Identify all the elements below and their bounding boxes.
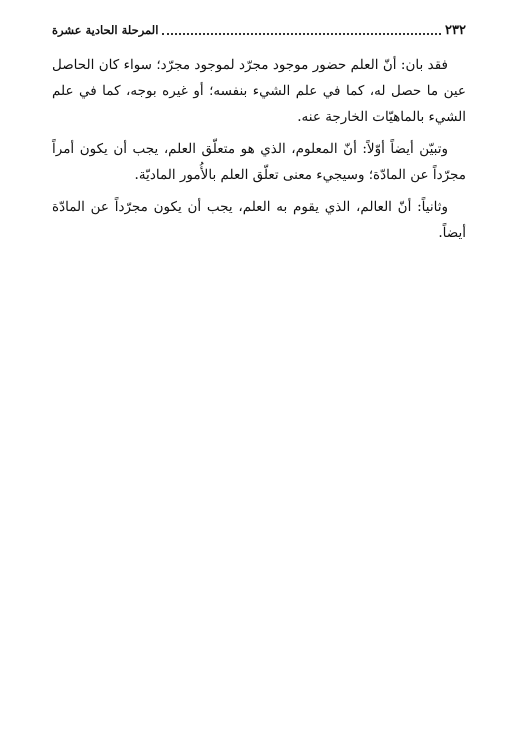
dotted-leader (162, 32, 441, 35)
paragraph: فقد بان: أنّ العلم حضور موجود مجرّد لموجود مجرّد؛ سواء كان الحاصل عين ما حصل له، كما في علم الشيء بنفسه؛ أو غيره بوجه، كما في علم الشيء بالماهيّات الخارجة عنه. (52, 57, 466, 125)
paragraph: وثانياً: أنّ العالم، الذي يقوم به العلم، يجب أن يكون مجرّداً عن المادّة أيضاً. (52, 199, 466, 241)
chapter-title: المرحلة الحادية عشرة (52, 23, 159, 37)
paragraph: وتبيّن أيضاً أوّلاً: أنّ المعلوم، الذي هو متعلّق العلم، يجب أن يكون أمراً مجرّداً عن المادّة؛ وسيجيء معنى تعلّق العلم بالأُمور الماديّة. (52, 141, 466, 183)
body-text (52, 52, 466, 252)
running-head (52, 20, 466, 40)
page-number: ٢٣٢ (445, 22, 466, 38)
